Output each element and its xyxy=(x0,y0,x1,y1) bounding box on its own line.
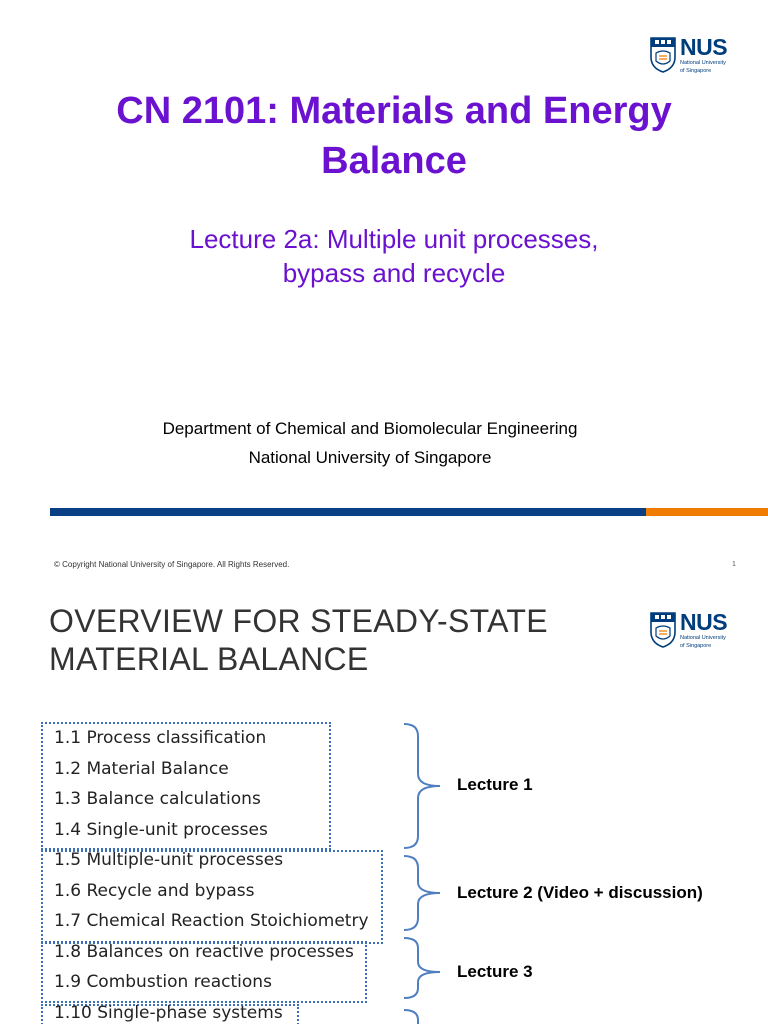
department-block xyxy=(60,414,680,472)
brace-lecture-3-icon xyxy=(404,938,440,998)
topic-item: 1.4 Single-unit processes xyxy=(54,819,268,840)
brace-lecture-1-icon xyxy=(404,724,440,848)
lecture-subtitle-line-1: Lecture 2a: Multiple unit processes, xyxy=(189,224,599,254)
nus-logo xyxy=(650,36,727,74)
department-name: Department of Chemical and Biomolecular Engineering xyxy=(162,419,578,438)
logo-name: NUS xyxy=(680,34,728,60)
lecture-label-1: Lecture 1 xyxy=(457,775,533,794)
lecture-subtitle xyxy=(60,222,728,290)
logo-subtitle-1: National University xyxy=(680,635,726,641)
course-title-line-2: Balance xyxy=(321,140,467,182)
nus-crest-icon xyxy=(650,37,676,73)
footer-bar-blue xyxy=(50,508,646,516)
university-name: National University of Singapore xyxy=(248,448,492,467)
topic-item: 1.1 Process classification xyxy=(54,728,267,748)
topic-item: 1.9 Combustion reactions xyxy=(54,972,272,992)
logo-subtitle-2: of Singapore xyxy=(680,642,712,649)
topic-item: 1.5 Multiple-unit processes xyxy=(54,850,284,870)
topic-item: 1.6 Recycle and bypass xyxy=(54,880,255,901)
footer-bar-orange xyxy=(646,508,768,516)
lecture-label-3: Lecture 3 xyxy=(457,962,533,981)
logo-name: NUS xyxy=(680,609,728,635)
topic-item: 1.2 Material Balance xyxy=(54,758,229,779)
topic-item: 1.10 Single-phase systems xyxy=(54,1002,283,1023)
brace-lecture-4-icon xyxy=(404,1010,418,1024)
logo-subtitle-2: of Singapore xyxy=(680,67,712,74)
brace-lecture-2-icon xyxy=(404,856,440,930)
course-title xyxy=(40,86,748,186)
page-number: 1 xyxy=(732,561,736,568)
braces-layer xyxy=(0,586,768,1024)
copyright-notice: © Copyright National University of Singapore. All Rights Reserved. xyxy=(54,560,290,569)
overview-title-line-1: OVERVIEW FOR STEADY-STATE xyxy=(49,603,548,639)
course-title-line-1: CN 2101: Materials and Energy xyxy=(116,90,672,132)
topic-item: 1.8 Balances on reactive processes xyxy=(54,941,354,962)
lecture-label-2: Lecture 2 (Video + discussion) xyxy=(457,883,703,902)
topic-item: 1.3 Balance calculations xyxy=(54,789,261,809)
lecture-subtitle-line-2: bypass and recycle xyxy=(282,258,506,288)
overview-title-line-2: MATERIAL BALANCE xyxy=(49,641,369,677)
topic-item: 1.7 Chemical Reaction Stoichiometry xyxy=(54,911,369,931)
overview-slide xyxy=(0,586,768,1024)
logo-subtitle-1: National University xyxy=(680,60,726,66)
